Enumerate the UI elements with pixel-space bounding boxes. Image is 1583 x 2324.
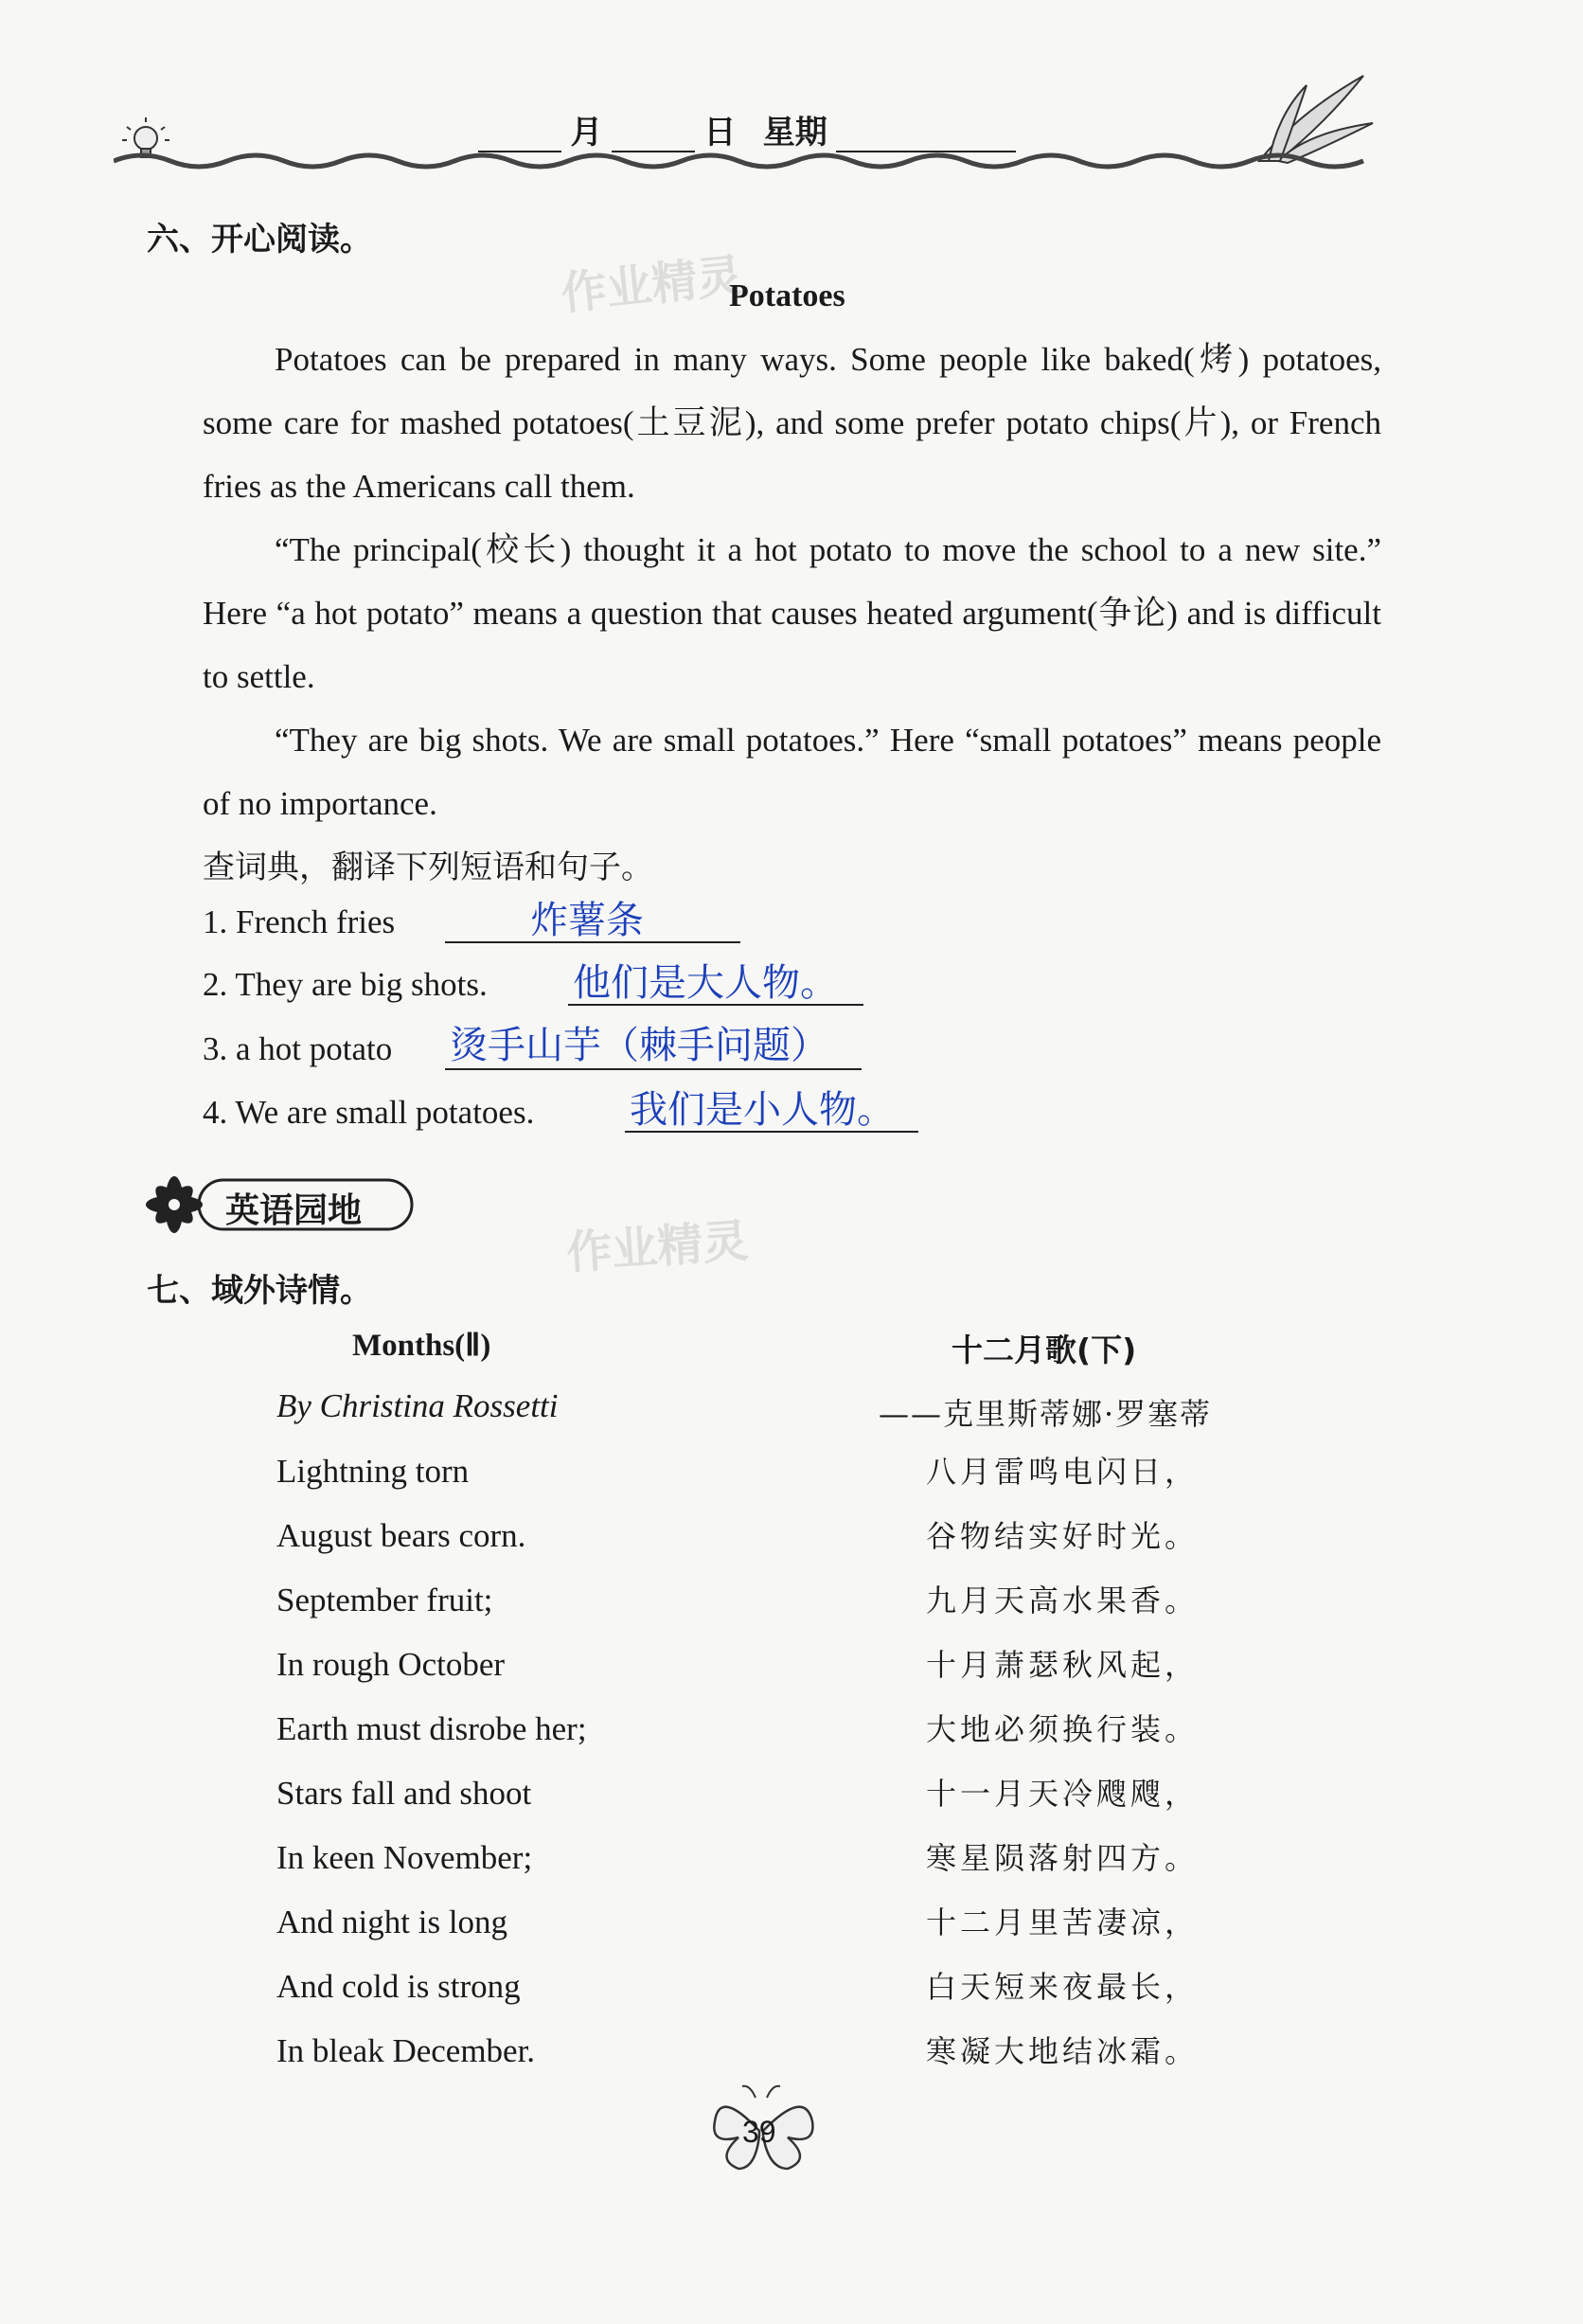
poem-title-cn: 十二月歌(下) [952, 1332, 1137, 1368]
answer-1: 炸薯条 [530, 899, 644, 942]
watermark: 作业精灵 [559, 249, 745, 321]
poem-line-en: August bears corn. [276, 1517, 526, 1554]
day-label: 日 [703, 115, 737, 151]
answer-2: 他们是大人物。 [573, 961, 838, 1005]
poem-line-en: Lightning torn [276, 1453, 470, 1490]
poem-line-en: In bleak December. [276, 2032, 536, 2069]
poem-line-en: Stars fall and shoot [276, 1775, 532, 1812]
poem-line-cn: 谷物结实好时光。 [926, 1518, 1200, 1554]
page-number: 39 [742, 2115, 776, 2149]
poem-line-en: Earth must disrobe her; [276, 1710, 587, 1747]
passage-title: Potatoes [729, 278, 845, 313]
weekday-label: 星期 [762, 115, 827, 151]
answer-4: 我们是小人物。 [630, 1088, 895, 1132]
answer-3: 烫手山芋（棘手问题） [450, 1024, 828, 1067]
paragraph: “The principal(校长) thought it a hot potato to move the school to a new site.” Here “a hot potato” means a question that causes heated argument(争论) and is difficult to settle. [203, 531, 1381, 695]
question-3: 3. a hot potato [203, 1030, 393, 1067]
poem-author-en: By Christina Rossetti [276, 1387, 559, 1424]
poem-english [276, 1439, 587, 2083]
paragraph: “They are big shots. We are small potatoes.” Here “small potatoes” means people of no importance. [203, 722, 1381, 822]
poem-line-en: In rough October [276, 1646, 506, 1683]
paragraph: Potatoes can be prepared in many ways. Some people like baked(烤) potatoes, some care for mashed potatoes(土豆泥), and some prefer potato chips(片), or French fries as the Americans call them. [203, 341, 1381, 505]
poem-line-en: September fruit; [276, 1582, 493, 1618]
poem-line-cn: 十一月天冷飕飕， [926, 1776, 1200, 1812]
poem-line-cn: 寒星陨落射四方。 [926, 1840, 1200, 1876]
english-garden-badge [142, 1172, 417, 1237]
section-6-heading: 六、开心阅读。 [147, 222, 372, 258]
poem-chinese [926, 1439, 1199, 2083]
poem-line-cn: 十二月里苦凄凉， [926, 1904, 1200, 1940]
poem-line-cn: 寒凝大地结冰霜。 [926, 2033, 1200, 2069]
question-1: 1. French fries [203, 903, 396, 940]
month-label: 月 [570, 115, 603, 151]
poem-line-en: And night is long [276, 1904, 508, 1940]
poem-line-cn: 白天短来夜最长， [926, 1969, 1200, 2005]
question-4: 4. We are small potatoes. [203, 1094, 535, 1131]
instruction: 查词典，翻译下列短语和句子。 [203, 849, 653, 886]
question-2: 2. They are big shots. [203, 966, 488, 1003]
watermark: 作业精灵 [564, 1214, 751, 1280]
poem-author-cn: ——克里斯蒂娜·罗塞蒂 [879, 1396, 1213, 1432]
poem-line-cn: 大地必须换行装。 [926, 1711, 1200, 1747]
header-divider [114, 142, 1382, 180]
section-7-heading: 七、域外诗情。 [147, 1273, 372, 1309]
poem-line-cn: 十月萧瑟秋风起， [926, 1647, 1200, 1683]
page-number-ornament [701, 2079, 824, 2183]
poem-title-en: Months(Ⅱ) [352, 1329, 491, 1363]
badge-label: 英语园地 [225, 1191, 363, 1230]
poem-line-cn: 八月雷鸣电闪日， [926, 1454, 1200, 1490]
poem-line-en: In keen November; [276, 1839, 533, 1876]
passage [203, 328, 1381, 835]
poem-line-cn: 九月天高水果香。 [926, 1582, 1200, 1618]
poem-line-en: And cold is strong [276, 1968, 521, 2005]
